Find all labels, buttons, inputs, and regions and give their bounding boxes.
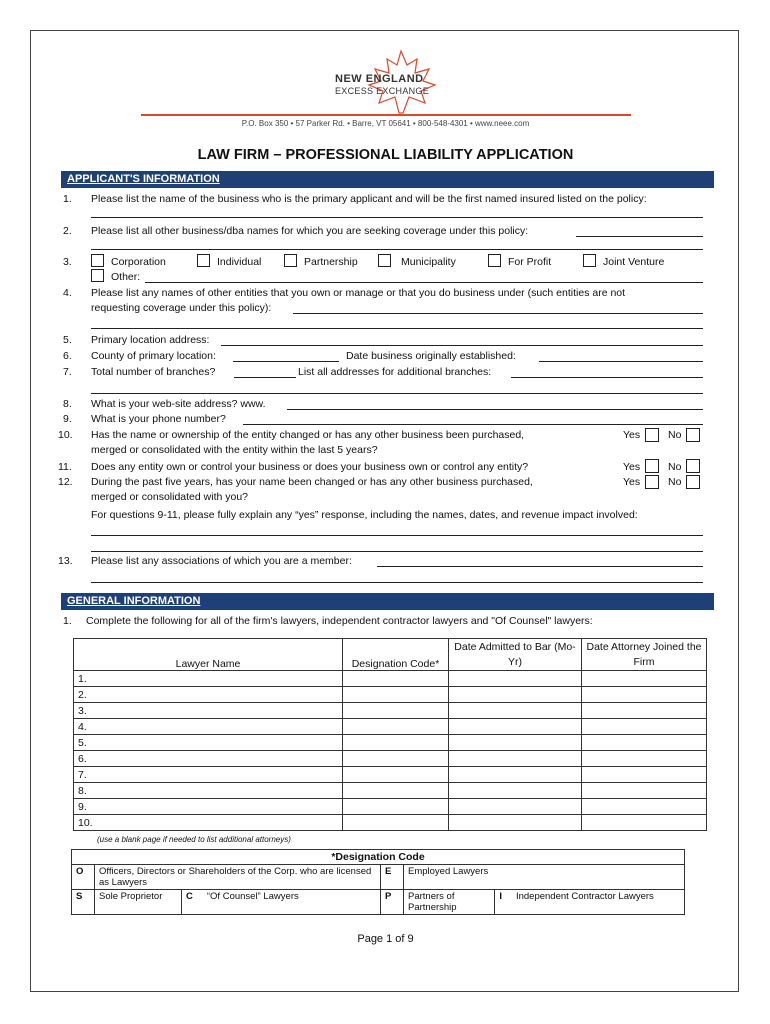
row-number: 9.	[74, 799, 343, 815]
q6-date-label: Date business originally established:	[346, 350, 516, 362]
q13-answer-line[interactable]	[377, 566, 703, 567]
joint-venture-checkbox[interactable]	[583, 254, 596, 267]
table-row[interactable]	[74, 799, 707, 815]
explain-instructions: For questions 9-11, please fully explain any “yes” response, including the names, dates, and revenue impact involved:	[91, 509, 638, 521]
cell[interactable]	[449, 799, 582, 815]
municipality-checkbox[interactable]	[378, 254, 391, 267]
cell[interactable]	[343, 687, 449, 703]
q13-answer-line-2[interactable]	[91, 582, 703, 583]
application-page	[30, 30, 739, 992]
q8-answer-line[interactable]	[287, 409, 703, 410]
col-date-joined: Date Attorney Joined the Firm	[582, 639, 707, 671]
applicant-section-header: APPLICANT'S INFORMATION	[61, 171, 714, 188]
cell[interactable]	[449, 671, 582, 687]
code-p-text: Partners of Partnership	[404, 890, 495, 915]
cell[interactable]	[582, 783, 707, 799]
table-row[interactable]	[74, 719, 707, 735]
q12-yes-checkbox[interactable]	[645, 475, 659, 489]
q-number: 10.	[58, 429, 73, 441]
page-number: Page 1 of 9	[357, 933, 414, 945]
q6-date-line[interactable]	[539, 361, 703, 362]
q11-no-label: No	[668, 461, 682, 473]
other-label: Other:	[111, 271, 141, 283]
cell[interactable]	[582, 703, 707, 719]
q-number: 2.	[63, 225, 72, 237]
code-c-text: “Of Counsel” Lawyers	[206, 891, 299, 902]
q-number: 7.	[63, 366, 72, 378]
row-number: 5.	[74, 735, 343, 751]
code-e-text: Employed Lawyers	[404, 865, 685, 890]
row-number: 3.	[74, 703, 343, 719]
q11-yes-label: Yes	[623, 461, 641, 473]
col-date-admitted: Date Admitted to Bar (Mo-Yr)	[449, 639, 582, 671]
table-row[interactable]	[74, 751, 707, 767]
lawyers-table	[73, 638, 707, 831]
cell[interactable]	[582, 815, 707, 831]
cell[interactable]	[449, 687, 582, 703]
municipality-label: Municipality	[401, 256, 456, 268]
other-answer-line[interactable]	[145, 282, 703, 283]
table-row[interactable]	[74, 687, 707, 703]
row-number: 6.	[74, 751, 343, 767]
cell[interactable]	[582, 687, 707, 703]
q5-label: Primary location address:	[91, 334, 210, 346]
q12-label-line2: merged or consolidated with you?	[91, 491, 249, 503]
q11-no-checkbox[interactable]	[686, 459, 700, 473]
q5-answer-line[interactable]	[221, 345, 703, 346]
individual-label: Individual	[217, 256, 262, 268]
cell[interactable]	[582, 719, 707, 735]
cell[interactable]	[449, 783, 582, 799]
code-p: P	[381, 890, 404, 915]
cell[interactable]	[582, 671, 707, 687]
q-number: 5.	[63, 334, 72, 346]
q-number: 11.	[58, 461, 72, 473]
q1-answer-line[interactable]	[91, 217, 703, 218]
q-number: 4.	[63, 287, 72, 299]
q10-label-line1: Has the name or ownership of the entity changed or has any other business been purchased,	[91, 429, 525, 441]
general-q1-label: Complete the following for all of the firm's lawyers, independent contractor lawyers and "Of Counsel" lawyers:	[86, 615, 593, 627]
q9-answer-line[interactable]	[243, 424, 703, 425]
cell[interactable]	[449, 751, 582, 767]
q7-addresses-label: List all addresses for additional branches:	[298, 366, 492, 378]
q10-yes-checkbox[interactable]	[645, 428, 659, 442]
code-i-text: Independent Contractor Lawyers	[515, 891, 654, 902]
joint-venture-label: Joint Venture	[603, 256, 665, 268]
cell[interactable]	[343, 735, 449, 751]
q2-answer-line-2[interactable]	[91, 249, 703, 250]
q10-label-line2: merged or consolidated with the entity within the last 5 years?	[91, 444, 378, 456]
explain-answer-line-2[interactable]	[91, 551, 703, 552]
row-number: 2.	[74, 687, 343, 703]
q11-yes-checkbox[interactable]	[645, 459, 659, 473]
table-row[interactable]	[74, 783, 707, 799]
cell[interactable]	[449, 735, 582, 751]
partnership-label: Partnership	[304, 256, 358, 268]
q7-addresses-line-2[interactable]	[91, 393, 703, 394]
company-logo	[331, 47, 471, 117]
q11-label: Does any entity own or control your business or does your business own or control any entity?	[91, 461, 529, 473]
cell[interactable]	[343, 703, 449, 719]
cell[interactable]	[449, 719, 582, 735]
general-section-header: GENERAL INFORMATION	[61, 593, 714, 610]
q-number: 1.	[63, 193, 72, 205]
cell[interactable]	[343, 815, 449, 831]
q7-branches-label: Total number of branches?	[91, 366, 216, 378]
q2-answer-line[interactable]	[576, 236, 703, 237]
page-title: LAW FIRM – PROFESSIONAL LIABILITY APPLICATION	[197, 147, 574, 163]
col-designation-code: Designation Code*	[343, 639, 449, 671]
cell[interactable]	[449, 767, 582, 783]
row-number: 7.	[74, 767, 343, 783]
corporation-label: Corporation	[111, 256, 166, 268]
cell[interactable]	[449, 815, 582, 831]
header-divider	[141, 114, 631, 116]
q12-yes-label: Yes	[623, 476, 641, 488]
q-number: 6.	[63, 350, 72, 362]
table-note: (use a blank page if needed to list additional attorneys)	[97, 835, 291, 844]
table-row[interactable]	[74, 671, 707, 687]
q10-no-label: No	[668, 429, 682, 441]
q-number: 13.	[58, 555, 73, 567]
code-o: O	[72, 865, 95, 890]
row-number: 10.	[74, 815, 343, 831]
corporation-checkbox[interactable]	[91, 254, 104, 267]
q6-county-line[interactable]	[233, 361, 339, 362]
q9-label: What is your phone number?	[91, 413, 226, 425]
code-s-text: Sole Proprietor	[95, 890, 182, 915]
q6-county-label: County of primary location:	[91, 350, 216, 362]
table-row[interactable]	[74, 767, 707, 783]
cell[interactable]	[343, 671, 449, 687]
cell[interactable]	[343, 719, 449, 735]
row-number: 1.	[74, 671, 343, 687]
q2-label: Please list all other business/dba names for which you are seeking coverage under this policy:	[91, 225, 529, 237]
q7-addresses-line[interactable]	[511, 377, 703, 378]
individual-checkbox[interactable]	[197, 254, 210, 267]
q7-branches-line[interactable]	[234, 377, 296, 378]
cell[interactable]	[343, 783, 449, 799]
cell[interactable]	[582, 799, 707, 815]
q-number: 12.	[58, 476, 73, 488]
q13-label: Please list any associations of which you are a member:	[91, 555, 352, 567]
q12-label-line1: During the past five years, has your name been changed or has any other business purchased,	[91, 476, 533, 488]
for-profit-label: For Profit	[508, 256, 552, 268]
q-number: 1.	[63, 615, 72, 627]
table-row[interactable]	[74, 735, 707, 751]
q10-no-checkbox[interactable]	[686, 428, 700, 442]
q8-label: What is your web-site address? www.	[91, 398, 266, 410]
logo-text-line1: NEW ENGLAND	[335, 73, 424, 85]
cell[interactable]	[343, 751, 449, 767]
cell[interactable]	[582, 767, 707, 783]
cell[interactable]	[343, 799, 449, 815]
code-s: S	[72, 890, 95, 915]
q1-label: Please list the name of the business who is the primary applicant and will be the first named insured listed on the policy:	[91, 193, 647, 205]
cell[interactable]	[449, 703, 582, 719]
q4-label-line1: Please list any names of other entities that you own or manage or that you do business under (such entities are not	[91, 287, 626, 299]
table-row[interactable]	[74, 703, 707, 719]
partnership-checkbox[interactable]	[284, 254, 297, 267]
logo-text-line2: EXCESS EXCHANGE	[335, 86, 430, 96]
q4-answer-line-2[interactable]	[91, 328, 703, 329]
row-number: 8.	[74, 783, 343, 799]
code-i: I	[499, 891, 502, 902]
for-profit-checkbox[interactable]	[488, 254, 501, 267]
q4-answer-line[interactable]	[293, 313, 703, 314]
q12-no-checkbox[interactable]	[686, 475, 700, 489]
cell[interactable]	[343, 767, 449, 783]
table-row[interactable]	[74, 815, 707, 831]
company-address: P.O. Box 350 • 57 Parker Rd. • Barre, VT 05641 • 800-548-4301 • www.neee.com	[241, 119, 530, 128]
q10-yes-label: Yes	[623, 429, 641, 441]
designation-code-table	[71, 849, 685, 915]
col-lawyer-name: Lawyer Name	[74, 639, 343, 671]
q-number: 3.	[63, 256, 72, 268]
q4-label-line2: requesting coverage under this policy):	[91, 302, 272, 314]
cell[interactable]	[582, 735, 707, 751]
code-o-text: Officers, Directors or Shareholders of the Corp. who are licensed as Lawyers	[95, 865, 381, 890]
q12-no-label: No	[668, 476, 682, 488]
designation-code-title: *Designation Code	[72, 850, 685, 865]
code-e: E	[381, 865, 404, 890]
explain-answer-line[interactable]	[91, 535, 703, 536]
q-number: 8.	[63, 398, 72, 410]
row-number: 4.	[74, 719, 343, 735]
cell[interactable]	[582, 751, 707, 767]
q-number: 9.	[63, 413, 72, 425]
other-checkbox[interactable]	[91, 269, 104, 282]
code-c: C	[186, 891, 193, 902]
